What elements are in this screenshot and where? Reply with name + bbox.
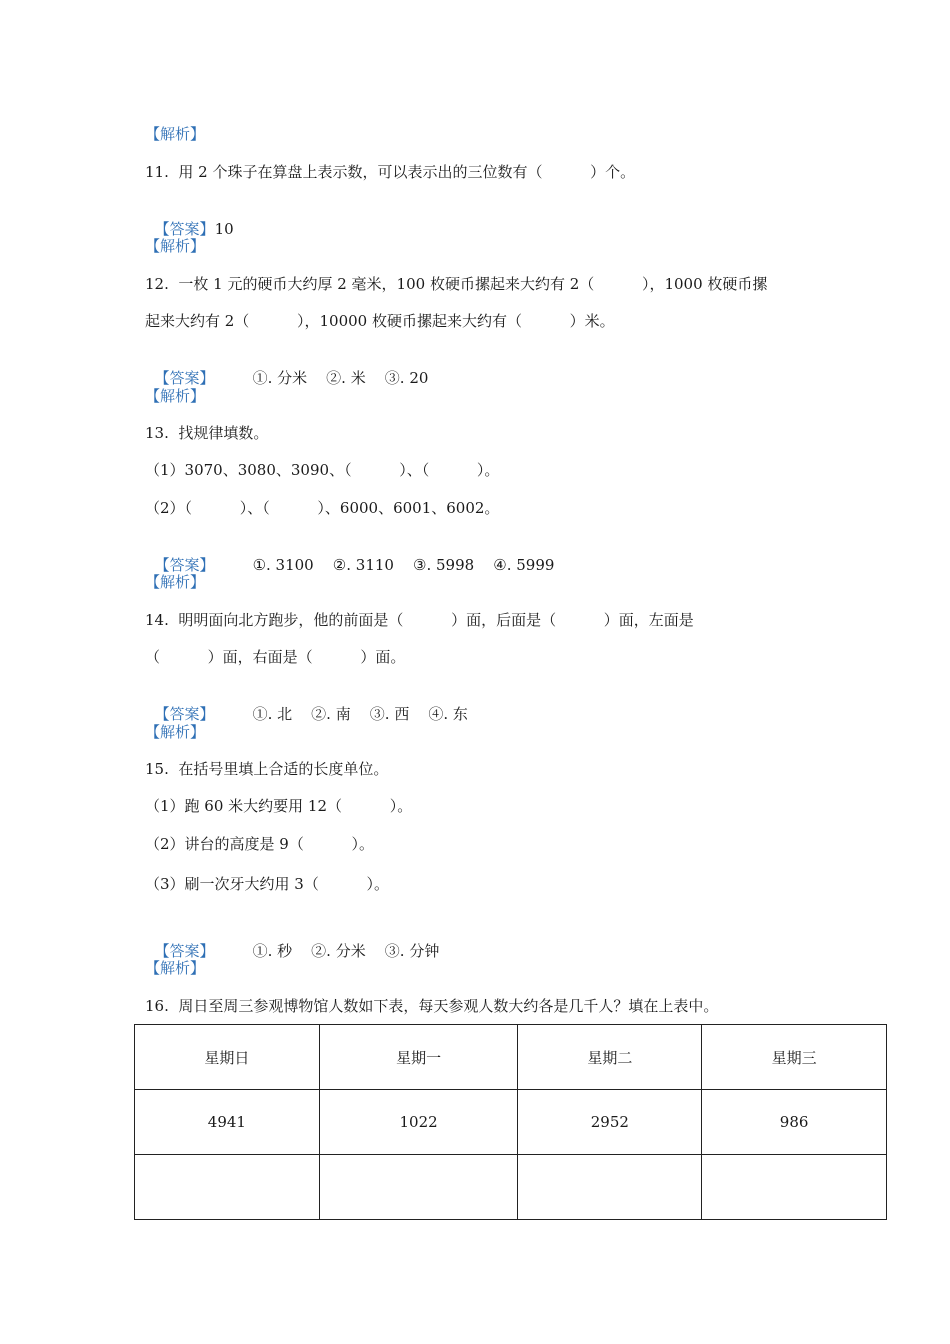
question-15-sub2: （2）讲台的高度是 9（ ）。 bbox=[145, 835, 375, 853]
answer-value: ①. 北 ②. 南 ③. 西 ④. 东 bbox=[252, 705, 468, 723]
question-13-title: 13. 找规律填数。 bbox=[145, 424, 269, 442]
question-12-line1: 12. 一枚 1 元的硬币大约厚 2 毫米，100 枚硬币摞起来大约有 2（ ），1000 枚硬币摞 bbox=[145, 275, 768, 293]
header-cell-wednesday: 星期三 bbox=[702, 1025, 887, 1090]
count-cell-tuesday: 2952 bbox=[518, 1090, 702, 1155]
answer-row-11 bbox=[145, 199, 234, 239]
count-cell-sunday: 4941 bbox=[135, 1090, 320, 1155]
question-15-title: 15. 在括号里填上合适的长度单位。 bbox=[145, 760, 389, 778]
answer-label: 【答案】 bbox=[154, 705, 215, 723]
analysis-label-0: 【解析】 bbox=[145, 125, 206, 143]
question-14-line2: （ ）面，右面是（ ）面。 bbox=[145, 648, 406, 666]
answer-label: 【答案】 bbox=[154, 556, 215, 574]
answer-label: 【答案】 bbox=[154, 942, 215, 960]
answer-row-12 bbox=[145, 348, 428, 388]
question-15-sub1: （1）跑 60 米大约要用 12（ ）。 bbox=[145, 797, 413, 815]
table-header-row bbox=[135, 1025, 887, 1090]
analysis-label-11: 【解析】 bbox=[145, 237, 206, 255]
answer-value: 10 bbox=[214, 220, 234, 238]
visitor-table bbox=[134, 1024, 887, 1220]
header-cell-tuesday: 星期二 bbox=[518, 1025, 702, 1090]
question-14-line1: 14. 明明面向北方跑步，他的前面是（ ）面，后面是（ ）面，左面是 bbox=[145, 611, 694, 629]
estimate-cell-wednesday[interactable] bbox=[702, 1155, 887, 1220]
answer-value: ①. 秒 ②. 分米 ③. 分钟 bbox=[252, 942, 440, 960]
question-16: 16. 周日至周三参观博物馆人数如下表，每天参观人数大约各是几千人？填在上表中。 bbox=[145, 997, 719, 1015]
analysis-label-15: 【解析】 bbox=[145, 959, 206, 977]
answer-row-14 bbox=[145, 684, 468, 724]
answer-label: 【答案】 bbox=[154, 220, 215, 238]
answer-row-13 bbox=[145, 535, 554, 575]
answer-value: ①. 分米 ②. 米 ③. 20 bbox=[252, 369, 429, 387]
count-cell-monday: 1022 bbox=[319, 1090, 518, 1155]
header-cell-sunday: 星期日 bbox=[135, 1025, 320, 1090]
count-cell-wednesday: 986 bbox=[702, 1090, 887, 1155]
header-cell-monday: 星期一 bbox=[319, 1025, 518, 1090]
question-12-line2: 起来大约有 2（ ），10000 枚硬币摞起来大约有（ ）米。 bbox=[145, 312, 615, 330]
table-estimate-row bbox=[135, 1155, 887, 1220]
question-15-sub3: （3）刷一次牙大约用 3（ ）。 bbox=[145, 875, 390, 893]
answer-value: ①. 3100 ②. 3110 ③. 5998 ④. 5999 bbox=[252, 556, 555, 574]
table-count-row bbox=[135, 1090, 887, 1155]
answer-row-15 bbox=[145, 921, 439, 961]
estimate-cell-sunday[interactable] bbox=[135, 1155, 320, 1220]
estimate-cell-tuesday[interactable] bbox=[518, 1155, 702, 1220]
estimate-cell-monday[interactable] bbox=[319, 1155, 518, 1220]
question-13-sub2: （2）（ ）、（ ）、6000、6001、6002。 bbox=[145, 499, 500, 517]
analysis-label-12: 【解析】 bbox=[145, 387, 206, 405]
analysis-label-14: 【解析】 bbox=[145, 723, 206, 741]
question-11: 11. 用 2 个珠子在算盘上表示数，可以表示出的三位数有（ ）个。 bbox=[145, 163, 636, 181]
question-13-sub1: （1）3070、3080、3090、（ ）、（ ）。 bbox=[145, 461, 500, 479]
answer-label: 【答案】 bbox=[154, 369, 215, 387]
analysis-label-13: 【解析】 bbox=[145, 573, 206, 591]
